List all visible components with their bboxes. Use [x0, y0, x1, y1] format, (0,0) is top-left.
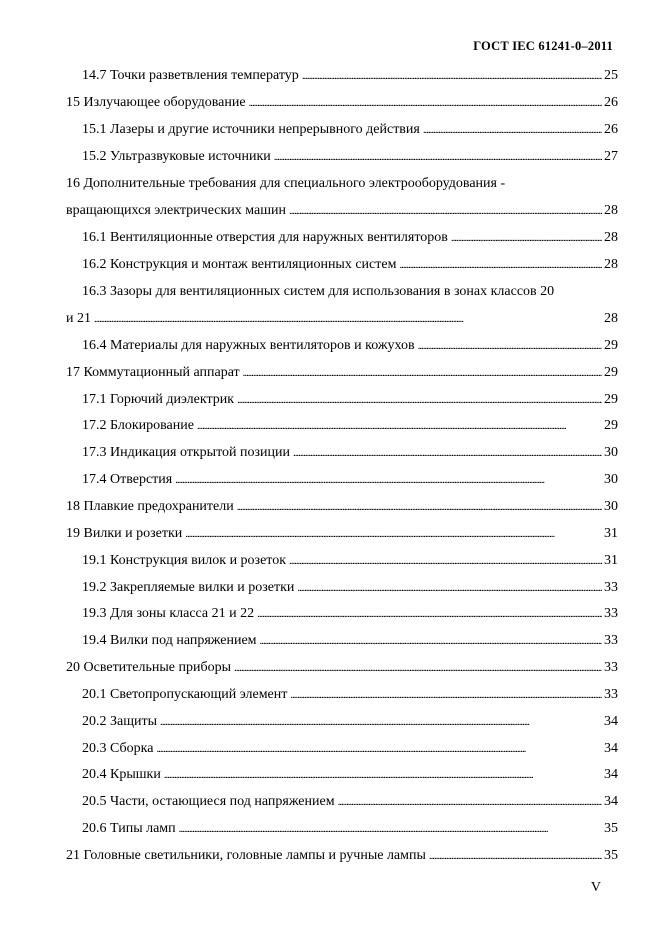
- toc-entry-title: 19 Вилки и розетки: [66, 526, 183, 541]
- leader-dots: [451, 228, 602, 248]
- leader-dots: [156, 739, 602, 759]
- toc-entry-16-2[interactable]: [82, 255, 618, 275]
- toc-entry-page: 30: [604, 499, 618, 514]
- toc-entry-19-4[interactable]: [82, 631, 618, 651]
- toc-entry-page: 34: [604, 794, 618, 809]
- toc-entry-15-2[interactable]: [82, 147, 618, 167]
- leader-dots: [418, 336, 602, 356]
- leader-dots: [160, 712, 602, 732]
- toc-entry-16-3[interactable]: [66, 309, 618, 329]
- leader-dots: [164, 765, 602, 785]
- toc-entry-17[interactable]: [66, 363, 618, 383]
- leader-dots: [297, 578, 602, 598]
- leader-dots: [289, 551, 602, 571]
- toc-entry-title: 15 Излучающее оборудование: [66, 95, 246, 110]
- toc-entry-page: 34: [604, 741, 618, 756]
- toc-entry-16-line1[interactable]: 16 Дополнительные требования для специального электрооборудования -: [66, 176, 506, 191]
- toc-entry-title: 19.3 Для зоны класса 21 и 22: [82, 606, 255, 621]
- toc-entry-title: 16.1 Вентиляционные отверстия для наружных вентиляторов: [82, 230, 448, 245]
- leader-dots: [289, 201, 602, 221]
- leader-dots: [293, 443, 602, 463]
- toc-entry-page: 28: [604, 230, 618, 245]
- leader-dots: [399, 255, 602, 275]
- toc-entry-page: 33: [604, 687, 618, 702]
- leader-dots: [290, 685, 602, 705]
- toc-entry-page: 26: [604, 95, 618, 110]
- toc-entry-20[interactable]: [66, 658, 618, 678]
- leader-dots: [94, 309, 602, 329]
- toc-entry-19[interactable]: [66, 524, 618, 544]
- toc-entry-page: 29: [604, 418, 618, 433]
- toc-entry-title: 15.1 Лазеры и другие источники непрерывного действия: [82, 122, 420, 137]
- leader-dots: [234, 658, 602, 678]
- toc-entry-20-5[interactable]: [82, 792, 618, 812]
- toc-entry-title: 19.1 Конструкция вилок и розеток: [82, 553, 287, 568]
- toc-entry-17-2[interactable]: [82, 416, 618, 436]
- toc-entry-title: 20.5 Части, остающиеся под напряжением: [82, 794, 335, 809]
- toc-entry-title: 18 Плавкие предохранители: [66, 499, 234, 514]
- toc-entry-title: и 21: [66, 311, 91, 326]
- toc-entry-21[interactable]: [66, 846, 618, 866]
- toc-entry-page: 31: [604, 526, 618, 541]
- toc-entry-19-2[interactable]: [82, 578, 618, 598]
- toc-entry-title: 20 Осветительные приборы: [66, 660, 232, 675]
- toc-entry-17-3[interactable]: [82, 443, 618, 463]
- toc-entry-page: 30: [604, 445, 618, 460]
- toc-entry-title: 17.1 Горючий диэлектрик: [82, 392, 235, 407]
- toc-entry-page: 34: [604, 767, 618, 782]
- toc-entry-title: 17.2 Блокирование: [82, 418, 194, 433]
- toc-entry-15[interactable]: [66, 93, 618, 113]
- toc-entry-17-1[interactable]: [82, 390, 618, 410]
- toc-entry-20-1[interactable]: [82, 685, 618, 705]
- toc-entry-title: 20.2 Защиты: [82, 714, 158, 729]
- toc-entry-title: 20.1 Светопропускающий элемент: [82, 687, 288, 702]
- document-header: ГОСТ IEC 61241-0–2011: [473, 39, 613, 53]
- leader-dots: [260, 631, 602, 651]
- toc-entry-title: 19.2 Закрепляемые вилки и розетки: [82, 580, 295, 595]
- leader-dots: [237, 390, 602, 410]
- page-number: V: [590, 880, 601, 895]
- toc-entry-20-2[interactable]: [82, 712, 618, 732]
- leader-dots: [338, 792, 602, 812]
- toc-entry-title: 20.6 Типы ламп: [82, 821, 176, 836]
- toc-entry-title: 17.4 Отверстия: [82, 472, 173, 487]
- leader-dots: [274, 147, 602, 167]
- toc-entry-14-7[interactable]: [82, 66, 618, 86]
- toc-entry-16-4[interactable]: [82, 336, 618, 356]
- toc-entry-page: 31: [604, 553, 618, 568]
- toc-entry-page: 26: [604, 122, 618, 137]
- toc-entry-page: 30: [604, 472, 618, 487]
- toc-entry-title: 21 Головные светильники, головные лампы и ручные лампы: [66, 848, 426, 863]
- toc-entry-page: 29: [604, 338, 618, 353]
- leader-dots: [197, 416, 602, 436]
- leader-dots: [185, 524, 602, 544]
- leader-dots: [249, 93, 602, 113]
- toc-entry-page: 35: [604, 821, 618, 836]
- toc-entry-title: 15.2 Ультразвуковые источники: [82, 149, 271, 164]
- toc-entry-title: 17 Коммутационный аппарат: [66, 365, 240, 380]
- toc-entry-title: 16.2 Конструкция и монтаж вентиляционных систем: [82, 257, 397, 272]
- toc-entry-title: 17.3 Индикация открытой позиции: [82, 445, 291, 460]
- leader-dots: [302, 66, 602, 86]
- toc-entry-16-1[interactable]: [82, 228, 618, 248]
- toc-entry-19-1[interactable]: [82, 551, 618, 571]
- leader-dots: [175, 470, 602, 490]
- toc-entry-page: 33: [604, 606, 618, 621]
- toc-entry-page: 28: [604, 311, 618, 326]
- toc-entry-page: 29: [604, 365, 618, 380]
- toc-entry-page: 33: [604, 660, 618, 675]
- toc-entry-19-3[interactable]: [82, 604, 618, 624]
- toc-entry-title: вращающихся электрических машин: [66, 203, 287, 218]
- toc-entry-title: 19.4 Вилки под напряжением: [82, 633, 257, 648]
- toc-entry-page: 34: [604, 714, 618, 729]
- toc-entry-17-4[interactable]: [82, 470, 618, 490]
- toc-entry-page: 33: [604, 633, 618, 648]
- toc-entry-title: 20.3 Сборка: [82, 741, 154, 756]
- leader-dots: [243, 363, 602, 383]
- leader-dots: [237, 497, 602, 517]
- toc-entry-20-6[interactable]: [82, 819, 618, 839]
- toc-entry-title: 20.4 Крышки: [82, 767, 161, 782]
- toc-entry-page: 28: [604, 257, 618, 272]
- leader-dots: [257, 604, 602, 624]
- toc-entry-page: 25: [604, 68, 618, 83]
- toc-entry-15-1[interactable]: [82, 120, 618, 140]
- toc-entry-16-3-line1[interactable]: 16.3 Зазоры для вентиляционных систем для использования в зонах классов 20: [82, 284, 555, 299]
- toc-entry-page: 29: [604, 392, 618, 407]
- toc-entry-page: 27: [604, 149, 618, 164]
- toc-entry-page: 35: [604, 848, 618, 863]
- leader-dots: [429, 846, 602, 866]
- leader-dots: [179, 819, 602, 839]
- toc-entry-18[interactable]: [66, 497, 618, 517]
- toc-entry-title: 14.7 Точки разветвления температур: [82, 68, 299, 83]
- toc-entry-16[interactable]: [66, 201, 618, 221]
- leader-dots: [423, 120, 602, 140]
- toc-entry-page: 33: [604, 580, 618, 595]
- toc-entry-title: 16.4 Материалы для наружных вентиляторов и кожухов: [82, 338, 415, 353]
- toc-entry-20-4[interactable]: [82, 765, 618, 785]
- toc-entry-page: 28: [604, 203, 618, 218]
- toc-entry-20-3[interactable]: [82, 739, 618, 759]
